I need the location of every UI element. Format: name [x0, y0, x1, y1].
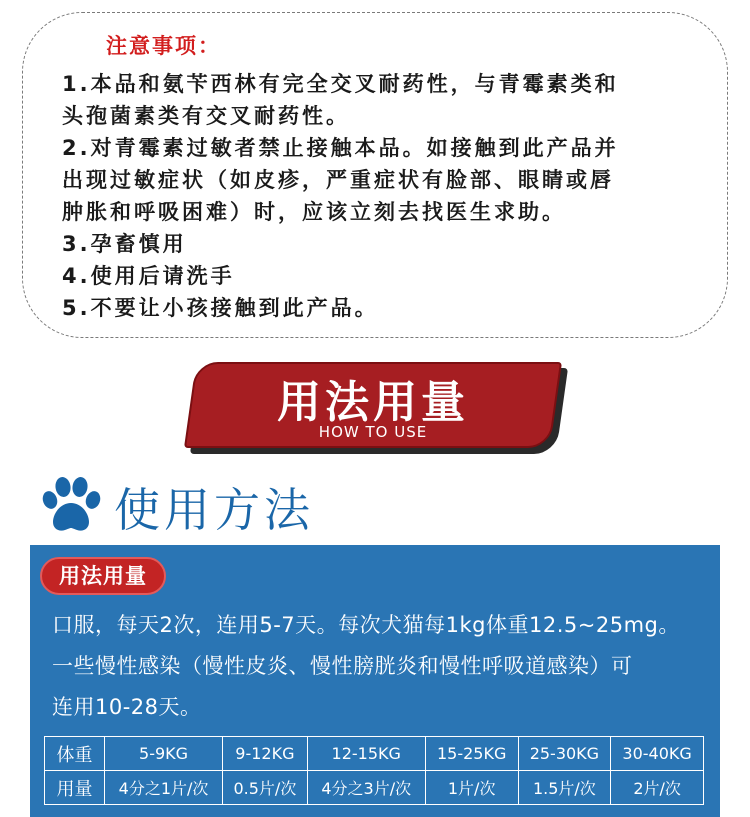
notice-line: 肿胀和呼吸困难）时，应该立刻去找医生求助。	[62, 200, 566, 224]
notice-line: 头孢菌素类有交叉耐药性。	[62, 104, 350, 128]
instruction-line: 一些慢性感染（慢性皮炎、慢性膀胱炎和慢性呼吸道感染）可	[52, 654, 633, 678]
weight-cell: 25-30KG	[518, 737, 611, 771]
dose-cell: 2片/次	[611, 771, 704, 805]
instruction-line: 口服，每天2次，连用5-7天。每次犬猫每1kg体重12.5~25mg。	[52, 613, 680, 637]
weight-cell: 9-12KG	[223, 737, 308, 771]
dose-cell: 0.5片/次	[223, 771, 308, 805]
notice-line: 1.本品和氨苄西林有完全交叉耐药性，与青霉素类和	[62, 72, 619, 96]
dosage-table	[44, 736, 704, 805]
dose-row-label: 用量	[45, 771, 105, 805]
usage-instructions	[52, 605, 712, 728]
dose-cell: 1片/次	[425, 771, 518, 805]
notice-line: 出现过敏症状（如皮疹，严重症状有脸部、眼睛或唇	[62, 168, 614, 192]
dose-cell: 4分之1片/次	[105, 771, 223, 805]
instruction-line: 连用10-28天。	[52, 695, 202, 719]
notice-title: 注意事项：	[106, 34, 221, 58]
table-row-dose	[45, 771, 704, 805]
dose-cell: 1.5片/次	[518, 771, 611, 805]
notice-line: 4.使用后请洗手	[62, 264, 235, 288]
usage-pill-label: 用法用量	[40, 557, 166, 595]
notice-line: 3.孕畜慎用	[62, 232, 187, 256]
notice-line: 2.对青霉素过敏者禁止接触本品。如接触到此产品并	[62, 136, 619, 160]
weight-row-label: 体重	[45, 737, 105, 771]
notice-line: 5.不要让小孩接触到此产品。	[62, 296, 379, 320]
weight-cell: 5-9KG	[105, 737, 223, 771]
paw-icon	[40, 476, 102, 534]
weight-cell: 12-15KG	[307, 737, 425, 771]
section-title: 使用方法	[114, 483, 314, 537]
notice-list	[62, 68, 702, 324]
banner-subtitle: HOW TO USE	[318, 423, 428, 441]
banner-title: 用法用量	[277, 377, 469, 428]
weight-cell: 15-25KG	[425, 737, 518, 771]
table-row-weight	[45, 737, 704, 771]
weight-cell: 30-40KG	[611, 737, 704, 771]
dose-cell: 4分之3片/次	[307, 771, 425, 805]
